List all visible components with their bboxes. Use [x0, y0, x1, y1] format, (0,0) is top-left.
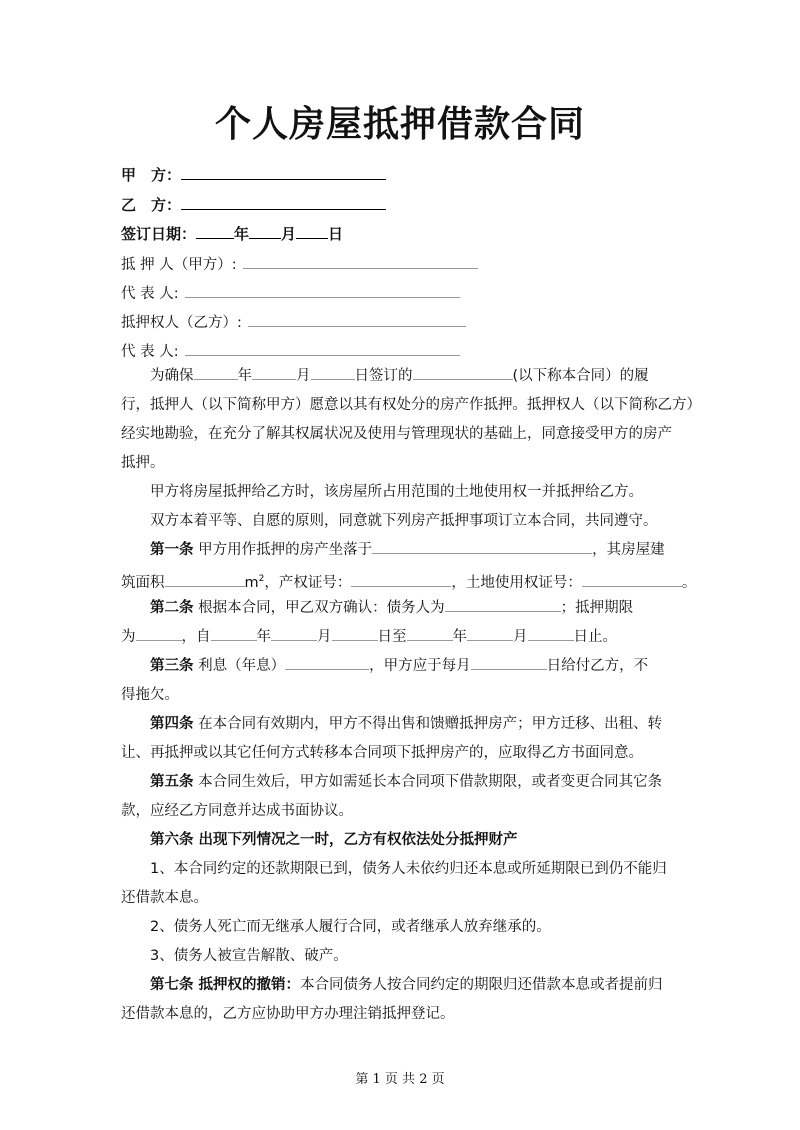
art1-cert-blank: [351, 574, 451, 587]
art2-debtor-blank: [445, 599, 561, 612]
document-title: 个人房屋抵押借款合同: [214, 104, 585, 145]
sign-year-label: 年: [234, 225, 250, 243]
art7-text: 本合同债务人按合同约定的期限归还借款本息或者提前归: [300, 977, 663, 993]
art2-from-month-label: 月: [317, 629, 332, 645]
sign-month-label: 月: [281, 225, 297, 243]
art4-line-1: [121, 710, 681, 739]
art6-item-1b: 还借款本息。: [121, 890, 208, 906]
sign-date-line: [121, 223, 343, 244]
art3-day-blank: [471, 657, 547, 670]
intro-line-4: 抵押。: [121, 455, 165, 471]
mortgagee-line: [121, 311, 466, 332]
party-a-label: 甲 方：: [121, 166, 182, 184]
mortgagor-blank: [243, 256, 478, 269]
art2-to-month-label: 月: [513, 629, 528, 645]
art6-heading: 第六条 出现下列情况之一时，乙方有权依法处分抵押财产: [150, 832, 518, 848]
art6-item-1a: 1、本合同约定的还款期限已到，债务人未依约归还本息或所延期限已到仍不能归: [150, 861, 667, 877]
art7-line-2: 还借款本息的，乙方应协助甲方办理注销抵押登记。: [121, 1006, 455, 1022]
party-b-blank: [181, 195, 386, 210]
art2-term-label: ；抵押期限: [560, 600, 634, 616]
party-a-blank: [181, 165, 386, 180]
art2-line-2: [121, 623, 681, 652]
art3-text-end: 日给付乙方，不: [546, 658, 649, 674]
art2-text: 根据本合同，甲乙双方确认：债务人为: [198, 600, 445, 616]
art5-line-2: 款，应经乙方同意并达成书面协议。: [121, 803, 353, 819]
art1-area-unit: m: [244, 574, 259, 591]
art2-end-label: 日止。: [573, 629, 617, 645]
rep1-blank: [185, 285, 460, 298]
art5-line-1: [121, 768, 681, 797]
intro-signed-text: 日签订的: [354, 368, 413, 384]
art2-to-year-blank: [407, 628, 453, 641]
intro-contract-blank: [413, 367, 513, 380]
art1-area-blank: [165, 574, 245, 587]
rep2-blank: [185, 343, 460, 356]
art1-period: 。: [681, 574, 697, 591]
intro-day-blank: [311, 367, 355, 380]
mortgagee-blank: [248, 314, 466, 327]
art7-label: 第七条 抵押权的撤销：: [150, 977, 301, 993]
page-footer: 第 1 页 共 2 页: [355, 1072, 445, 1087]
art3-line-1: [121, 652, 681, 681]
art1-land-cert-blank: [582, 574, 682, 587]
art2-from-year-label: 年: [256, 629, 271, 645]
intro-line-1: [121, 362, 681, 391]
art2-term-blank: [136, 628, 182, 641]
party-b-line: [121, 194, 386, 215]
art4-text: 在本合同有效期内，甲方不得出售和馈赠抵押房产；甲方迁移、出租、转: [198, 716, 663, 732]
party-a-line: [121, 164, 386, 185]
art2-to-month-blank: [467, 628, 513, 641]
sign-month-blank: [249, 224, 281, 239]
art2-to-label: 日至: [377, 629, 407, 645]
intro-year-label: 年: [237, 368, 252, 384]
art1-cert-label: ，产权证号：: [264, 574, 352, 591]
art4-label: 第四条: [150, 716, 194, 732]
art1-line-2: [121, 565, 697, 594]
art3-monthly-label: ，甲方应于每月: [369, 658, 471, 674]
party-b-label: 乙 方：: [121, 196, 182, 214]
art7-line-1: [121, 971, 681, 1000]
art2-to-day-blank: [528, 628, 574, 641]
art1-area-label: 筑面积: [121, 574, 165, 591]
art1-label: 第一条: [150, 542, 194, 558]
art1-area-unit-sup: 2: [258, 574, 265, 584]
art5-text: 本合同生效后，甲方如需延长本合同项下借款期限，或者变更合同其它条: [198, 774, 663, 790]
art6-item-2: 2、债务人死亡而无继承人履行合同，或者继承人放弃继承的。: [150, 919, 551, 935]
art3-label: 第三条: [150, 658, 194, 674]
art1-location-blank: [372, 541, 592, 554]
art2-to-year-label: 年: [452, 629, 467, 645]
intro-month-blank: [252, 367, 296, 380]
intro-month-label: 月: [296, 368, 311, 384]
art4-line-2: 让、再抵押或以其它任何方式转移本合同项下抵押房产的，应取得乙方书面同意。: [121, 745, 643, 761]
art1-line-1: [121, 536, 681, 565]
mortgagor-line: [121, 253, 478, 274]
rep1-line: [121, 282, 460, 303]
art2-from-year-blank: [211, 628, 257, 641]
art2-label: 第二条: [150, 600, 194, 616]
mortgagor-label: 抵 押 人（甲方）:: [121, 257, 237, 273]
intro-text: 为确保: [150, 368, 194, 384]
art2-from-label: ，自: [181, 629, 211, 645]
art2-from-day-blank: [332, 628, 378, 641]
art1-land-cert-label: ，土地使用权证号：: [451, 574, 582, 591]
sign-date-label: 签订日期：: [121, 225, 197, 243]
sign-year-blank: [196, 224, 234, 239]
contract-body: [121, 362, 701, 1029]
mortgagee-label: 抵押权人（乙方）:: [121, 315, 242, 331]
art3-line-2: 得拖欠。: [121, 687, 179, 703]
art1-text-end: ，其房屋建: [592, 542, 665, 558]
rep2-line: [121, 340, 460, 361]
intro-line-2: 行，抵押人（以下简称甲方）愿意以其有权处分的房产作抵押。抵押权人（以下简称乙方）: [121, 397, 701, 413]
rep2-label: 代 表 人:: [121, 344, 179, 360]
sign-day-blank: [296, 224, 328, 239]
rep1-label: 代 表 人:: [121, 286, 179, 302]
intro-line-3: 经实地勘验，在充分了解其权属状况及使用与管理现状的基础上，同意接受甲方的房产: [121, 426, 672, 442]
intro-year-blank: [194, 367, 238, 380]
art2-line-1: [121, 594, 681, 623]
art2-term-prefix: 为: [121, 629, 136, 645]
art3-interest-blank: [285, 657, 369, 670]
intro-text-end: (以下称本合同）的履: [512, 368, 649, 384]
art5-label: 第五条: [150, 774, 194, 790]
para-land: 甲方将房屋抵押给乙方时，该房屋所占用范围的土地使用权一并抵押给乙方。: [150, 484, 643, 500]
para-agree: 双方本着平等、自愿的原则，同意就下列房产抵押事项订立本合同，共同遵守。: [150, 513, 658, 529]
art6-item-3: 3、债务人被宣告解散、破产。: [150, 948, 348, 964]
sign-day-label: 日: [328, 225, 344, 243]
art1-text: 甲方用作抵押的房产坐落于: [198, 542, 373, 558]
art3-interest-label: 利息（年息）: [198, 658, 286, 674]
art2-from-month-blank: [271, 628, 317, 641]
